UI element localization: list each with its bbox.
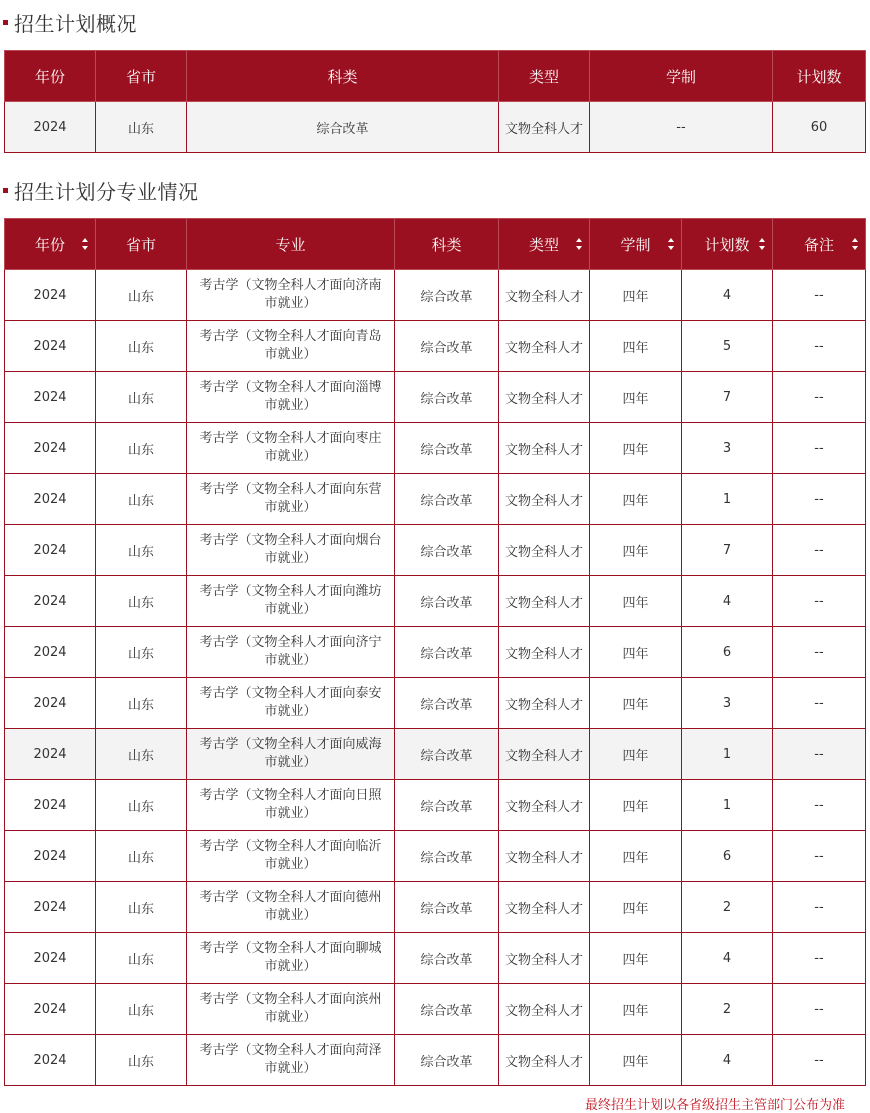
- table-cell-note: --: [773, 678, 866, 729]
- overview-cell-year: 2024: [5, 102, 96, 153]
- table-cell-type: 文物全科人才: [499, 831, 590, 882]
- table-row: [5, 831, 866, 882]
- table-row: [5, 372, 866, 423]
- table-cell-year: 2024: [5, 831, 96, 882]
- table-cell-major: [187, 423, 395, 474]
- major-name-line1: 考古学（文物全科人才面向日照: [199, 788, 382, 803]
- overview-header-year: 年份: [5, 51, 96, 102]
- majors-header-year-label: 年份: [34, 235, 65, 254]
- table-row: [5, 933, 866, 984]
- table-row: [5, 678, 866, 729]
- table-cell-type: 文物全科人才: [499, 423, 590, 474]
- table-cell-province: 山东: [96, 1035, 187, 1086]
- majors-header-type[interactable]: [499, 219, 590, 270]
- table-cell-major: [187, 270, 395, 321]
- table-cell-note: --: [773, 984, 866, 1035]
- table-cell-category: 综合改革: [395, 321, 499, 372]
- majors-header-plan[interactable]: [682, 219, 773, 270]
- table-cell-type: 文物全科人才: [499, 933, 590, 984]
- table-cell-duration: 四年: [590, 372, 682, 423]
- overview-cell-province: 山东: [96, 102, 187, 153]
- table-cell-note: --: [773, 831, 866, 882]
- table-cell-type: 文物全科人才: [499, 270, 590, 321]
- table-cell-major: [187, 525, 395, 576]
- table-cell-note: --: [773, 423, 866, 474]
- table-cell-province: 山东: [96, 780, 187, 831]
- major-name-line2: 市就业）: [264, 347, 317, 362]
- table-cell-province: 山东: [96, 321, 187, 372]
- table-cell-province: 山东: [96, 576, 187, 627]
- table-row: [5, 627, 866, 678]
- major-name-line1: 考古学（文物全科人才面向济南: [199, 278, 382, 293]
- table-cell-province: 山东: [96, 270, 187, 321]
- table-cell-province: 山东: [96, 933, 187, 984]
- table-cell-duration: 四年: [590, 525, 682, 576]
- table-row: [5, 780, 866, 831]
- table-cell-note: --: [773, 780, 866, 831]
- majors-header-row: [5, 219, 866, 270]
- majors-header-duration[interactable]: [590, 219, 682, 270]
- table-row: [5, 525, 866, 576]
- table-cell-category: 综合改革: [395, 780, 499, 831]
- table-cell-category: 综合改革: [395, 576, 499, 627]
- table-cell-major: [187, 627, 395, 678]
- table-cell-plan: 1: [682, 729, 773, 780]
- sort-icon[interactable]: [576, 238, 583, 250]
- table-cell-type: 文物全科人才: [499, 1035, 590, 1086]
- table-cell-province: 山东: [96, 678, 187, 729]
- table-cell-duration: 四年: [590, 423, 682, 474]
- table-row: [5, 270, 866, 321]
- major-name-line1: 考古学（文物全科人才面向威海: [199, 737, 382, 752]
- table-cell-year: 2024: [5, 780, 96, 831]
- majors-header-major-label: 专业: [275, 235, 306, 254]
- major-name-line1: 考古学（文物全科人才面向淄博: [199, 380, 382, 395]
- major-name-line1: 考古学（文物全科人才面向枣庄: [199, 431, 382, 446]
- major-name-line2: 市就业）: [264, 500, 317, 515]
- table-cell-category: 综合改革: [395, 525, 499, 576]
- overview-header-duration: 学制: [590, 51, 773, 102]
- major-name-line2: 市就业）: [264, 398, 317, 413]
- section-marker-icon: [3, 20, 8, 25]
- table-cell-year: 2024: [5, 627, 96, 678]
- table-cell-category: 综合改革: [395, 627, 499, 678]
- overview-cell-duration: --: [590, 102, 773, 153]
- table-cell-note: --: [773, 270, 866, 321]
- majors-header-note[interactable]: [773, 219, 866, 270]
- table-cell-plan: 1: [682, 780, 773, 831]
- table-row: [5, 474, 866, 525]
- major-name-line2: 市就业）: [264, 296, 317, 311]
- table-row: [5, 882, 866, 933]
- table-cell-category: 综合改革: [395, 729, 499, 780]
- table-cell-year: 2024: [5, 1035, 96, 1086]
- sort-icon[interactable]: [852, 238, 859, 250]
- overview-header-plan: 计划数: [773, 51, 866, 102]
- table-cell-type: 文物全科人才: [499, 729, 590, 780]
- table-cell-note: --: [773, 882, 866, 933]
- table-cell-plan: 4: [682, 1035, 773, 1086]
- majors-header-major: [187, 219, 395, 270]
- table-cell-plan: 1: [682, 474, 773, 525]
- majors-table-body: [5, 270, 866, 1086]
- overview-cell-category: 综合改革: [187, 102, 499, 153]
- table-row: [5, 729, 866, 780]
- table-cell-plan: 4: [682, 933, 773, 984]
- table-cell-note: --: [773, 576, 866, 627]
- table-cell-province: 山东: [96, 474, 187, 525]
- table-cell-type: 文物全科人才: [499, 780, 590, 831]
- major-name-line2: 市就业）: [264, 653, 317, 668]
- table-cell-type: 文物全科人才: [499, 321, 590, 372]
- table-cell-province: 山东: [96, 831, 187, 882]
- table-cell-major: [187, 729, 395, 780]
- major-name-line1: 考古学（文物全科人才面向滨州: [199, 992, 382, 1007]
- table-cell-duration: 四年: [590, 882, 682, 933]
- overview-header-type: 类型: [499, 51, 590, 102]
- table-cell-category: 综合改革: [395, 372, 499, 423]
- table-cell-type: 文物全科人才: [499, 525, 590, 576]
- major-name-line2: 市就业）: [264, 755, 317, 770]
- table-cell-major: [187, 576, 395, 627]
- table-cell-duration: 四年: [590, 933, 682, 984]
- majors-header-category: [395, 219, 499, 270]
- overview-cell-type: 文物全科人才: [499, 102, 590, 153]
- table-cell-plan: 7: [682, 372, 773, 423]
- table-cell-year: 2024: [5, 933, 96, 984]
- table-row: [5, 321, 866, 372]
- table-cell-type: 文物全科人才: [499, 372, 590, 423]
- overview-header-province: 省市: [96, 51, 187, 102]
- major-name-line1: 考古学（文物全科人才面向济宁: [199, 635, 382, 650]
- major-name-line1: 考古学（文物全科人才面向德州: [199, 890, 382, 905]
- major-name-line2: 市就业）: [264, 602, 317, 617]
- majors-header-province: [96, 219, 187, 270]
- table-cell-major: [187, 933, 395, 984]
- table-cell-plan: 4: [682, 270, 773, 321]
- table-cell-duration: 四年: [590, 321, 682, 372]
- table-row: [5, 984, 866, 1035]
- table-cell-category: 综合改革: [395, 984, 499, 1035]
- major-name-line1: 考古学（文物全科人才面向青岛: [199, 329, 382, 344]
- table-cell-year: 2024: [5, 984, 96, 1035]
- major-name-line1: 考古学（文物全科人才面向烟台: [199, 533, 382, 548]
- overview-section-title: [3, 7, 137, 37]
- table-cell-major: [187, 372, 395, 423]
- table-cell-plan: 4: [682, 576, 773, 627]
- table-cell-note: --: [773, 933, 866, 984]
- table-cell-year: 2024: [5, 423, 96, 474]
- overview-cell-plan: 60: [773, 102, 866, 153]
- table-cell-year: 2024: [5, 729, 96, 780]
- table-cell-province: 山东: [96, 525, 187, 576]
- table-cell-type: 文物全科人才: [499, 627, 590, 678]
- table-cell-duration: 四年: [590, 729, 682, 780]
- table-cell-note: --: [773, 321, 866, 372]
- majors-title: 招生计划分专业情况: [14, 179, 199, 204]
- table-cell-category: 综合改革: [395, 882, 499, 933]
- major-name-line2: 市就业）: [264, 908, 317, 923]
- table-cell-major: [187, 321, 395, 372]
- overview-title: 招生计划概况: [14, 11, 137, 36]
- table-cell-year: 2024: [5, 576, 96, 627]
- table-cell-plan: 2: [682, 984, 773, 1035]
- table-cell-type: 文物全科人才: [499, 984, 590, 1035]
- table-cell-duration: 四年: [590, 678, 682, 729]
- table-cell-major: [187, 780, 395, 831]
- table-cell-plan: 7: [682, 525, 773, 576]
- majors-header-note-label: 备注: [803, 235, 834, 254]
- table-cell-note: --: [773, 1035, 866, 1086]
- table-cell-plan: 5: [682, 321, 773, 372]
- major-name-line2: 市就业）: [264, 857, 317, 872]
- footnote: 最终招生计划以各省级招生主管部门公布为准: [585, 1098, 846, 1113]
- table-cell-category: 综合改革: [395, 831, 499, 882]
- table-cell-duration: 四年: [590, 627, 682, 678]
- table-cell-duration: 四年: [590, 1035, 682, 1086]
- table-cell-year: 2024: [5, 372, 96, 423]
- table-cell-type: 文物全科人才: [499, 678, 590, 729]
- table-cell-duration: 四年: [590, 984, 682, 1035]
- major-name-line2: 市就业）: [264, 1010, 317, 1025]
- major-name-line1: 考古学（文物全科人才面向泰安: [199, 686, 382, 701]
- table-cell-type: 文物全科人才: [499, 576, 590, 627]
- table-cell-plan: 6: [682, 831, 773, 882]
- majors-header-type-label: 类型: [528, 235, 559, 254]
- table-cell-major: [187, 678, 395, 729]
- table-cell-duration: 四年: [590, 474, 682, 525]
- table-cell-category: 综合改革: [395, 933, 499, 984]
- major-name-line2: 市就业）: [264, 704, 317, 719]
- overview-row: [5, 102, 866, 153]
- sort-icon[interactable]: [668, 238, 675, 250]
- table-cell-major: [187, 831, 395, 882]
- table-cell-duration: 四年: [590, 576, 682, 627]
- majors-header-duration-label: 学制: [620, 235, 651, 254]
- major-name-line2: 市就业）: [264, 959, 317, 974]
- majors-table: [4, 218, 866, 1086]
- majors-header-category-label: 科类: [431, 235, 462, 254]
- table-cell-year: 2024: [5, 525, 96, 576]
- table-cell-major: [187, 474, 395, 525]
- table-cell-type: 文物全科人才: [499, 474, 590, 525]
- table-cell-plan: 3: [682, 423, 773, 474]
- table-cell-plan: 3: [682, 678, 773, 729]
- table-cell-province: 山东: [96, 882, 187, 933]
- table-cell-category: 综合改革: [395, 678, 499, 729]
- table-cell-duration: 四年: [590, 780, 682, 831]
- major-name-line2: 市就业）: [264, 449, 317, 464]
- table-cell-note: --: [773, 372, 866, 423]
- overview-header-row: [5, 51, 866, 102]
- table-cell-major: [187, 882, 395, 933]
- table-cell-plan: 2: [682, 882, 773, 933]
- table-cell-category: 综合改革: [395, 1035, 499, 1086]
- sort-icon[interactable]: [759, 238, 766, 250]
- majors-header-province-label: 省市: [125, 235, 156, 254]
- table-cell-duration: 四年: [590, 831, 682, 882]
- table-cell-province: 山东: [96, 627, 187, 678]
- major-name-line2: 市就业）: [264, 551, 317, 566]
- table-cell-major: [187, 1035, 395, 1086]
- table-cell-province: 山东: [96, 984, 187, 1035]
- table-cell-note: --: [773, 729, 866, 780]
- table-cell-province: 山东: [96, 372, 187, 423]
- table-cell-year: 2024: [5, 321, 96, 372]
- table-cell-note: --: [773, 474, 866, 525]
- overview-header-category: 科类: [187, 51, 499, 102]
- major-name-line1: 考古学（文物全科人才面向潍坊: [199, 584, 382, 599]
- major-name-line1: 考古学（文物全科人才面向聊城: [199, 941, 382, 956]
- table-cell-major: [187, 984, 395, 1035]
- section-marker-icon: [3, 188, 8, 193]
- majors-header-plan-label: 计划数: [704, 235, 750, 254]
- major-name-line2: 市就业）: [264, 806, 317, 821]
- table-cell-note: --: [773, 627, 866, 678]
- major-name-line1: 考古学（文物全科人才面向菏泽: [199, 1043, 382, 1058]
- table-cell-category: 综合改革: [395, 423, 499, 474]
- table-cell-type: 文物全科人才: [499, 882, 590, 933]
- major-name-line1: 考古学（文物全科人才面向临沂: [199, 839, 382, 854]
- table-cell-category: 综合改革: [395, 270, 499, 321]
- majors-header-year[interactable]: [5, 219, 96, 270]
- table-cell-province: 山东: [96, 729, 187, 780]
- table-cell-year: 2024: [5, 474, 96, 525]
- overview-table: [4, 50, 866, 153]
- majors-section-title: [3, 175, 199, 205]
- table-cell-year: 2024: [5, 678, 96, 729]
- sort-icon[interactable]: [82, 238, 89, 250]
- table-row: [5, 576, 866, 627]
- table-cell-year: 2024: [5, 270, 96, 321]
- table-row: [5, 423, 866, 474]
- major-name-line2: 市就业）: [264, 1061, 317, 1076]
- table-cell-plan: 6: [682, 627, 773, 678]
- table-cell-duration: 四年: [590, 270, 682, 321]
- table-cell-category: 综合改革: [395, 474, 499, 525]
- table-row: [5, 1035, 866, 1086]
- major-name-line1: 考古学（文物全科人才面向东营: [199, 482, 382, 497]
- table-cell-province: 山东: [96, 423, 187, 474]
- table-cell-year: 2024: [5, 882, 96, 933]
- table-cell-note: --: [773, 525, 866, 576]
